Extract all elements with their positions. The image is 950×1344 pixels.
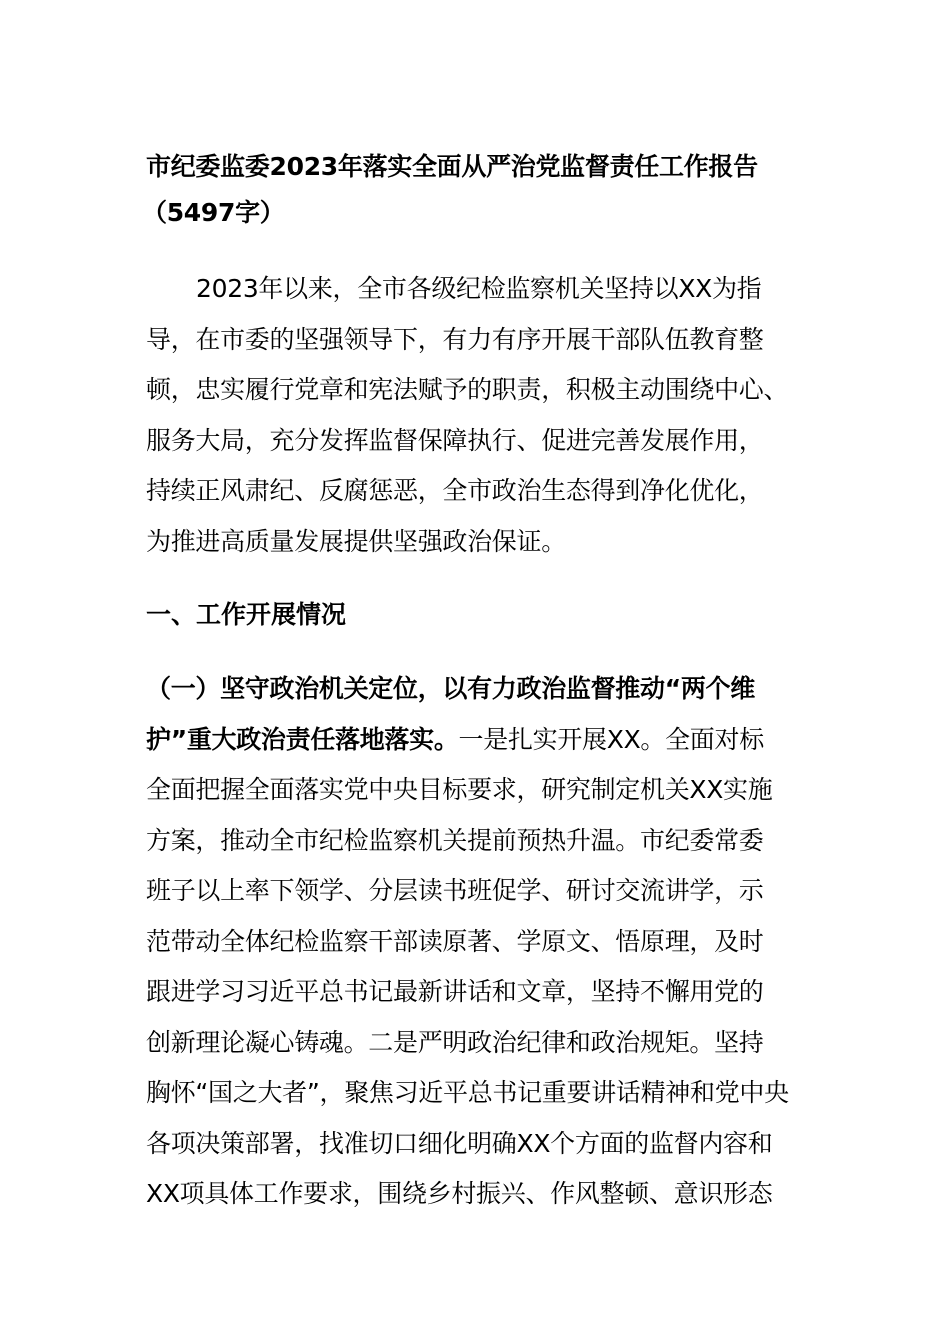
paragraph-line: 顿，忠实履行党章和宪法赋予的职责，积极主动围绕中心、 — [146, 375, 789, 404]
paragraph-line: XX项具体工作要求，围绕乡村振兴、作风整顿、意识形态 — [146, 1179, 773, 1208]
paragraph-line: 胸怀“国之大者”，聚焦习近平总书记重要讲话精神和党中央 — [146, 1078, 789, 1107]
subsection-heading-line-1: （一）坚守政治机关定位，以有力政治监督推动“两个维 — [146, 674, 755, 703]
paragraph-line: 全面把握全面落实党中央目标要求，研究制定机关XX实施 — [146, 775, 773, 804]
paragraph-line — [146, 715, 826, 766]
paragraph-line: 各项决策部署，找准切口细化明确XX个方面的监督内容和 — [146, 1128, 773, 1158]
intro-paragraph — [146, 264, 826, 567]
document-title — [142, 144, 826, 236]
subsection-heading-line-2: 护”重大政治责任落地落实。 — [146, 724, 459, 754]
paragraph-text: 一是扎实开展XX。全面对标 — [458, 724, 764, 754]
paragraph-line: 为推进高质量发展提供坚强政治保证。 — [146, 526, 566, 556]
paragraph-line: 服务大局，充分发挥监督保障执行、促进完善发展作用， — [146, 425, 764, 455]
paragraph-line: 2023年以来，全市各级纪检监察机关坚持以XX为指 — [196, 274, 762, 303]
subsection-paragraph — [146, 664, 826, 1220]
section-heading: 一、工作开展情况 — [146, 600, 347, 629]
title-line-2: （5497字） — [142, 198, 285, 227]
paragraph-line: 持续正风肃纪、反腐惩恶，全市政治生态得到净化优化， — [146, 476, 764, 505]
paragraph-line: 创新理论凝心铸魂。二是严明政治纪律和政治规矩。坚持 — [146, 1027, 764, 1057]
paragraph-line: 方案，推动全市纪检监察机关提前预热升温。市纪委常委 — [146, 825, 764, 855]
paragraph-line: 范带动全体纪检监察干部读原著、学原文、悟原理，及时 — [146, 926, 764, 956]
paragraph-line: 班子以上率下领学、分层读书班促学、研讨交流讲学，示 — [146, 876, 764, 905]
title-line-1: 市纪委监委2023年落实全面从严治党监督责任工作报告 — [146, 152, 758, 181]
paragraph-line: 导，在市委的坚强领导下，有力有序开展干部队伍教育整 — [146, 324, 764, 354]
paragraph-line: 跟进学习习近平总书记最新讲话和文章，坚持不懈用党的 — [146, 977, 764, 1006]
